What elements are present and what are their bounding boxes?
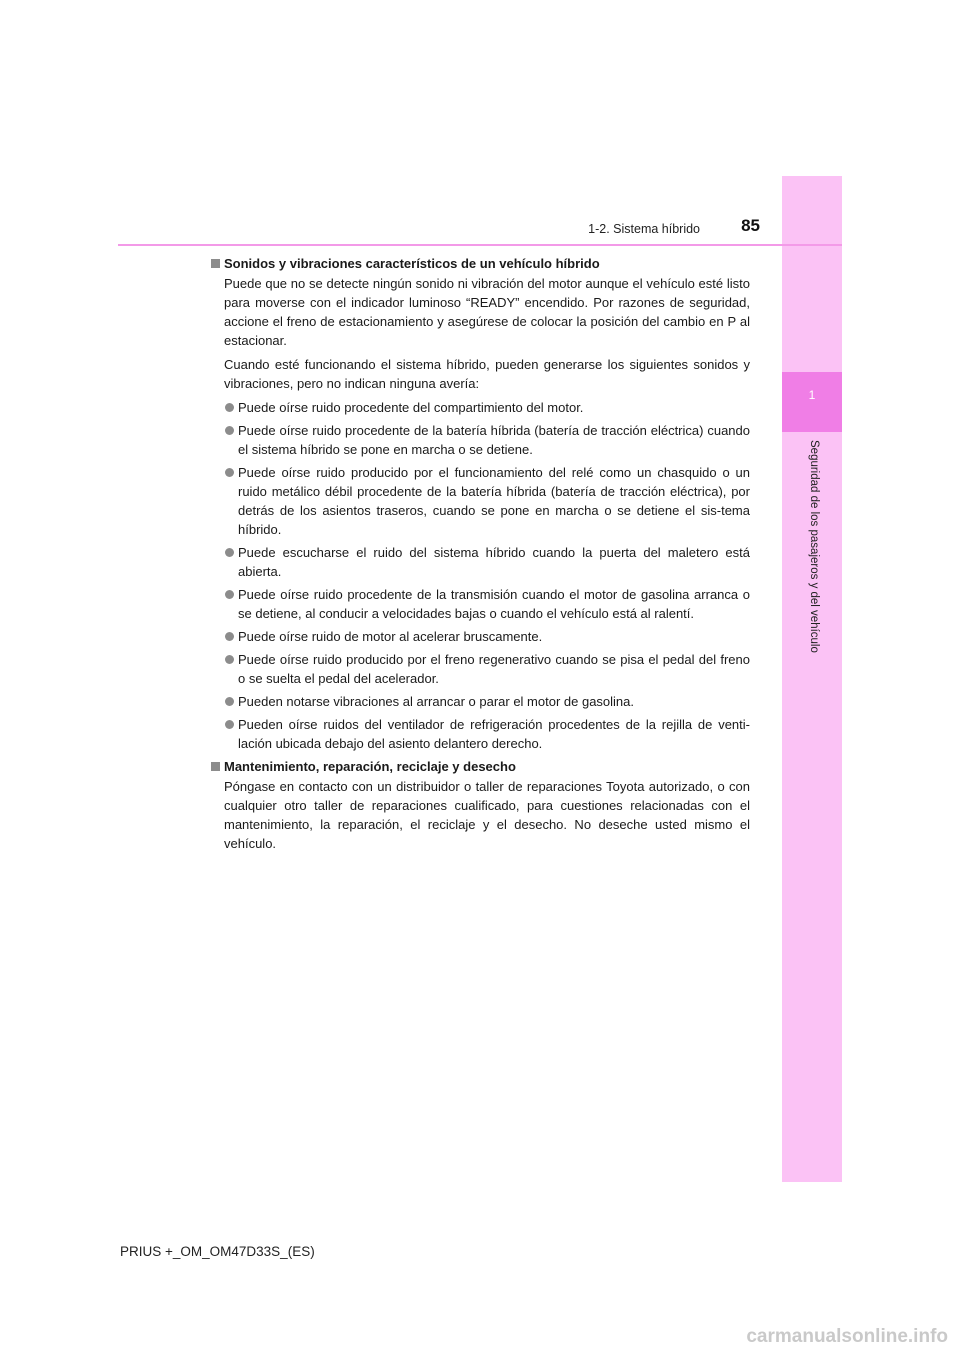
- list-item: Pueden notarse vibraciones al arrancar o parar el motor de gasolina.: [210, 692, 750, 711]
- circle-bullet-icon: [225, 426, 234, 435]
- list-item: Puede oírse ruido procedente del compartimiento del motor.: [210, 398, 750, 417]
- document-code: PRIUS +_OM_OM47D33S_(ES): [120, 1244, 315, 1259]
- paragraph: Puede que no se detecte ningún sonido ni vibración del motor aunque el vehículo esté listo para moverse con el indicador luminoso “READY” encendido. Por razones de seguridad, accione el freno de estacionamiento y asegúrese de colocar la posición del cambio en P al estacionar.: [224, 276, 750, 348]
- list-item: Puede oírse ruido de motor al acelerar bruscamente.: [210, 627, 750, 646]
- chapter-number: 1: [808, 388, 816, 402]
- header-divider: [118, 244, 842, 246]
- page-content: [210, 254, 750, 853]
- page-number: 85: [741, 216, 760, 235]
- circle-bullet-icon: [225, 403, 234, 412]
- circle-bullet-icon: [225, 468, 234, 477]
- circle-bullet-icon: [225, 590, 234, 599]
- section-heading: Sonidos y vibraciones característicos de un vehículo híbrido: [210, 254, 750, 273]
- paragraph: Póngase en contacto con un distribuidor o taller de reparaciones Toyota autorizado, o con cualquier otro taller de reparaciones cualificado, para cuestiones relacionadas con el mantenimiento, la reparación, el reciclaje y el desecho. No deseche usted mismo el vehículo.: [224, 779, 750, 851]
- chapter-title: Seguridad de los pasajeros y del vehículo: [808, 440, 820, 653]
- section-title: 1-2. Sistema híbrido: [588, 222, 700, 236]
- square-bullet-icon: [211, 762, 220, 771]
- circle-bullet-icon: [225, 697, 234, 706]
- list-item: Puede oírse ruido procedente de la transmisión cuando el motor de gasolina arranca o se detiene, al conducir a velocidades bajas o cuando el vehículo está al ralentí.: [210, 585, 750, 623]
- list-item: Puede oírse ruido producido por el funcionamiento del relé como un chasquido o un ruido metálico débil procedente de la batería híbrida (batería de tracción eléctrica), por detrás de los asientos traseros, cuando se pone en marcha o se detiene el sis-tema híbrido.: [210, 463, 750, 539]
- paragraph: Cuando esté funcionando el sistema híbrido, pueden generarse los siguientes sonidos y vibraciones, pero no indican ninguna avería:: [224, 357, 750, 391]
- circle-bullet-icon: [225, 548, 234, 557]
- bullet-list: [210, 398, 750, 753]
- list-item: Puede escucharse el ruido del sistema híbrido cuando la puerta del maletero está abierta.: [210, 543, 750, 581]
- circle-bullet-icon: [225, 655, 234, 664]
- list-item: Pueden oírse ruidos del ventilador de refrigeración procedentes de la rejilla de venti-lación ubicada debajo del asiento delantero derecho.: [210, 715, 750, 753]
- section-maintenance: [210, 757, 750, 853]
- list-item: Puede oírse ruido producido por el freno regenerativo cuando se pisa el pedal del freno o se suelta el pedal del acelerador.: [210, 650, 750, 688]
- watermark: carmanualsonline.info: [746, 1326, 948, 1347]
- square-bullet-icon: [211, 259, 220, 268]
- circle-bullet-icon: [225, 720, 234, 729]
- section-heading: Mantenimiento, reparación, reciclaje y desecho: [210, 757, 750, 776]
- section-sounds: [210, 254, 750, 753]
- list-item: Puede oírse ruido procedente de la batería híbrida (batería de tracción eléctrica) cuando el sistema híbrido se pone en marcha o se detiene.: [210, 421, 750, 459]
- circle-bullet-icon: [225, 632, 234, 641]
- chapter-tab-marker: [782, 372, 842, 432]
